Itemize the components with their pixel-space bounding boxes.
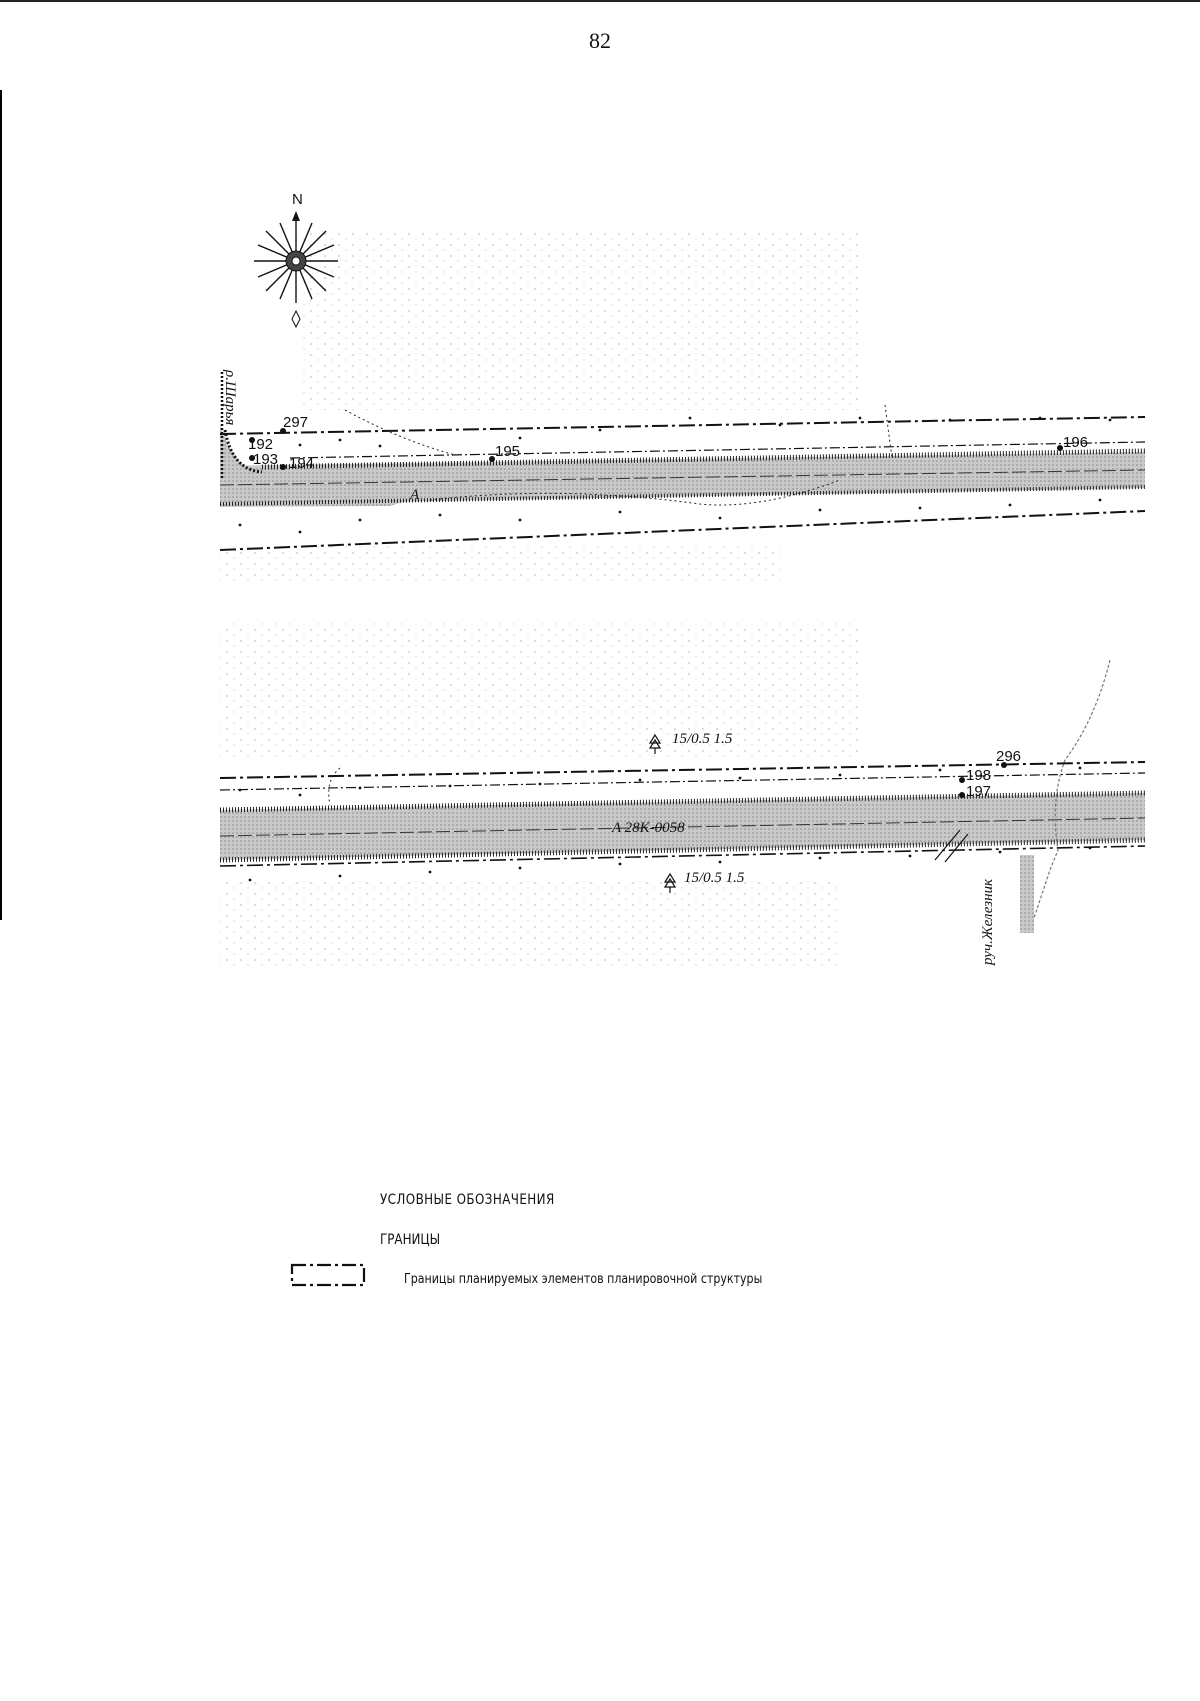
terrain-texture-lower [220, 880, 840, 970]
page-number: 82 [589, 28, 611, 53]
terrain-texture-upper [300, 230, 860, 410]
point-label-194: 194 [289, 455, 315, 472]
legend-section-boundaries: ГРАНИЦЫ [380, 1232, 441, 1248]
road-label: A 28K-0058 [612, 820, 685, 836]
legend-item-label: Границы планируемых элементов планировочной структуры [404, 1272, 763, 1287]
trail-upper-c [885, 405, 892, 458]
point-label-296: 296 [996, 748, 1022, 765]
terrain-texture-mid-a [220, 545, 780, 585]
planning-boundary-bottom [220, 511, 1145, 550]
road-marker-upper: A [410, 487, 420, 503]
legend-title: УСЛОВНЫЕ ОБОЗНАЧЕНИЯ [380, 1192, 555, 1208]
point-label-197: 197 [966, 783, 992, 800]
terrain-texture-mid-b [220, 620, 860, 760]
point-label-193: 193 [253, 451, 279, 468]
point-label-192: 192 [248, 436, 274, 453]
planning-boundary-top [220, 417, 1145, 434]
point-label-198: 198 [966, 767, 992, 784]
river-label: ρ.Шарья [222, 370, 238, 426]
trail-upper-a [345, 410, 455, 455]
stream-label: руч.Железник [980, 878, 996, 965]
boundary-legend-symbol [290, 1262, 368, 1288]
forest-label-bottom: 15/0.5 1.5 [684, 870, 745, 886]
trail-lower [329, 768, 340, 805]
point-label-196: 196 [1063, 434, 1089, 451]
point-label-195: 195 [495, 443, 521, 460]
stream-channel [1020, 855, 1034, 933]
point-label-297: 297 [283, 414, 309, 431]
forest-label-top: 15/0.5 1.5 [672, 731, 733, 747]
north-label: N [292, 191, 303, 208]
